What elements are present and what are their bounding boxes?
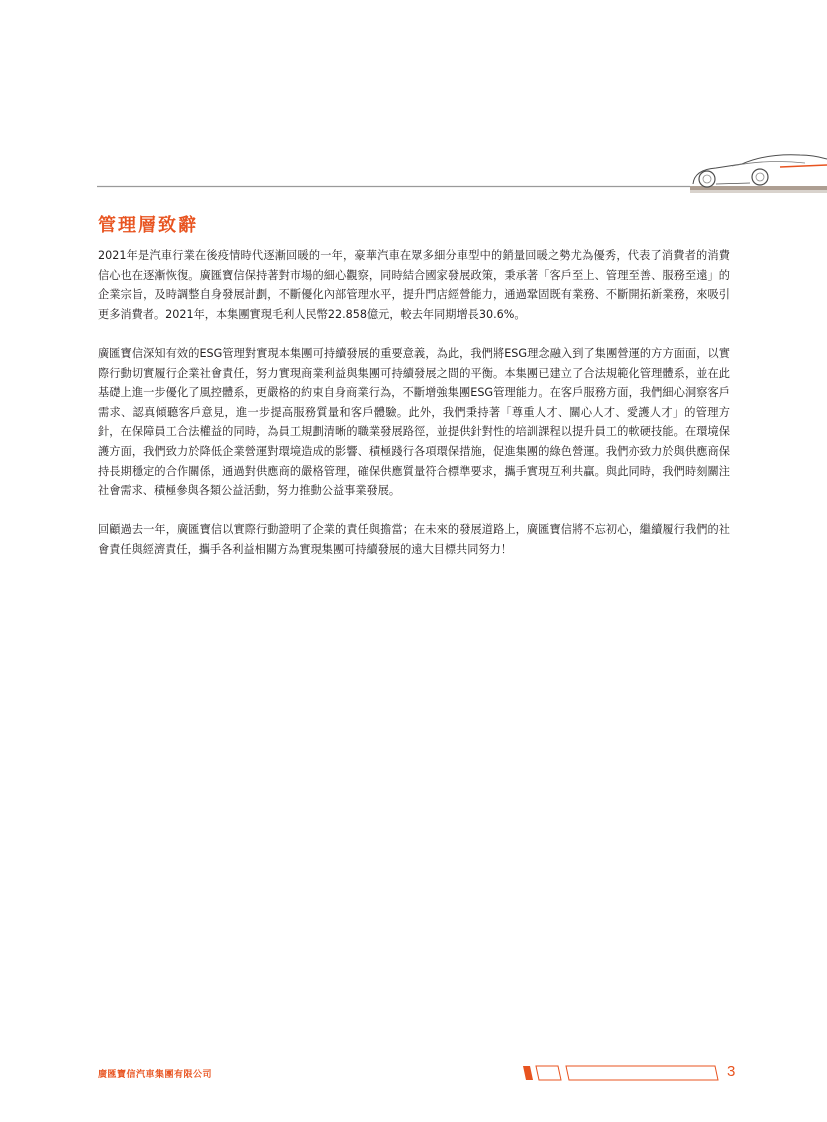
page-number: 3 (727, 1063, 736, 1080)
paragraph-3: 回顧過去一年，廣匯寶信以實際行動證明了企業的責任與擔當；在未來的發展道路上，廣匯寶信將不忘初心，繼續履行我們的社會責任與經濟責任，攜手各利益相關方為實現集團可持續發展的遠大目標共同努力！ (98, 523, 730, 556)
progress-slashes-icon (520, 1064, 725, 1082)
paragraph-2: 廣匯寶信深知有效的ESG管理對實現本集團可持續發展的重要意義，為此，我們將ESG理念融入到了集團營運的方方面面，以實際行動切實履行企業社會責任，努力實現商業利益與集團可持續發展之間的平衡。本集團已建立了合法規範化管理體系，並在此基礎上進一步優化了風控體系，更嚴格的約束自身商業行為，不斷增強集團ESG管理能力。在客戶服務方面，我們細心洞察客戶需求、認真傾聽客戶意見，進一步提高服務質量和客戶體驗。此外，我們秉持著「尊重人才、關心人才、愛護人才」的管理方針，在保障員工合法權益的同時，為員工規劃清晰的職業發展路徑，並提供針對性的培訓課程以提升員工的軟硬技能。在環境保護方面，我們致力於降低企業營運對環境造成的影響、積極踐行各項環保措施，促進集團的綠色營運。我們亦致力於與供應商保持長期穩定的合作關係，通過對供應商的嚴格管理，確保供應質量符合標準要求，攜手實現互利共贏。與此同時，我們時刻關注社會需求、積極參與各類公益活動，努力推動公益事業發展。 (98, 346, 730, 498)
body-text (98, 246, 730, 579)
footer-company-name: 廣匯寶信汽車集團有限公司 (98, 1070, 213, 1080)
paragraph-1: 2021年是汽車行業在後疫情時代逐漸回暖的一年，豪華汽車在眾多細分車型中的銷量回暖之勢尤為優秀，代表了消費者的消費信心也在逐漸恢復。廣匯寶信保持著對市場的細心觀察，同時結合國家發展政策，秉承著「客戶至上、管理至善、服務至遠」的企業宗旨，及時調整自身發展計劃，不斷優化內部管理水平，提升門店經營能力，通過鞏固既有業務、不斷開拓新業務，來吸引更多消費者。2021年，本集團實現毛利人民幣22.858億元，較去年同期增長30.6%。 (98, 249, 730, 321)
section-title: 管理層致辭 (98, 215, 198, 236)
sports-car-outline-icon (0, 150, 827, 200)
